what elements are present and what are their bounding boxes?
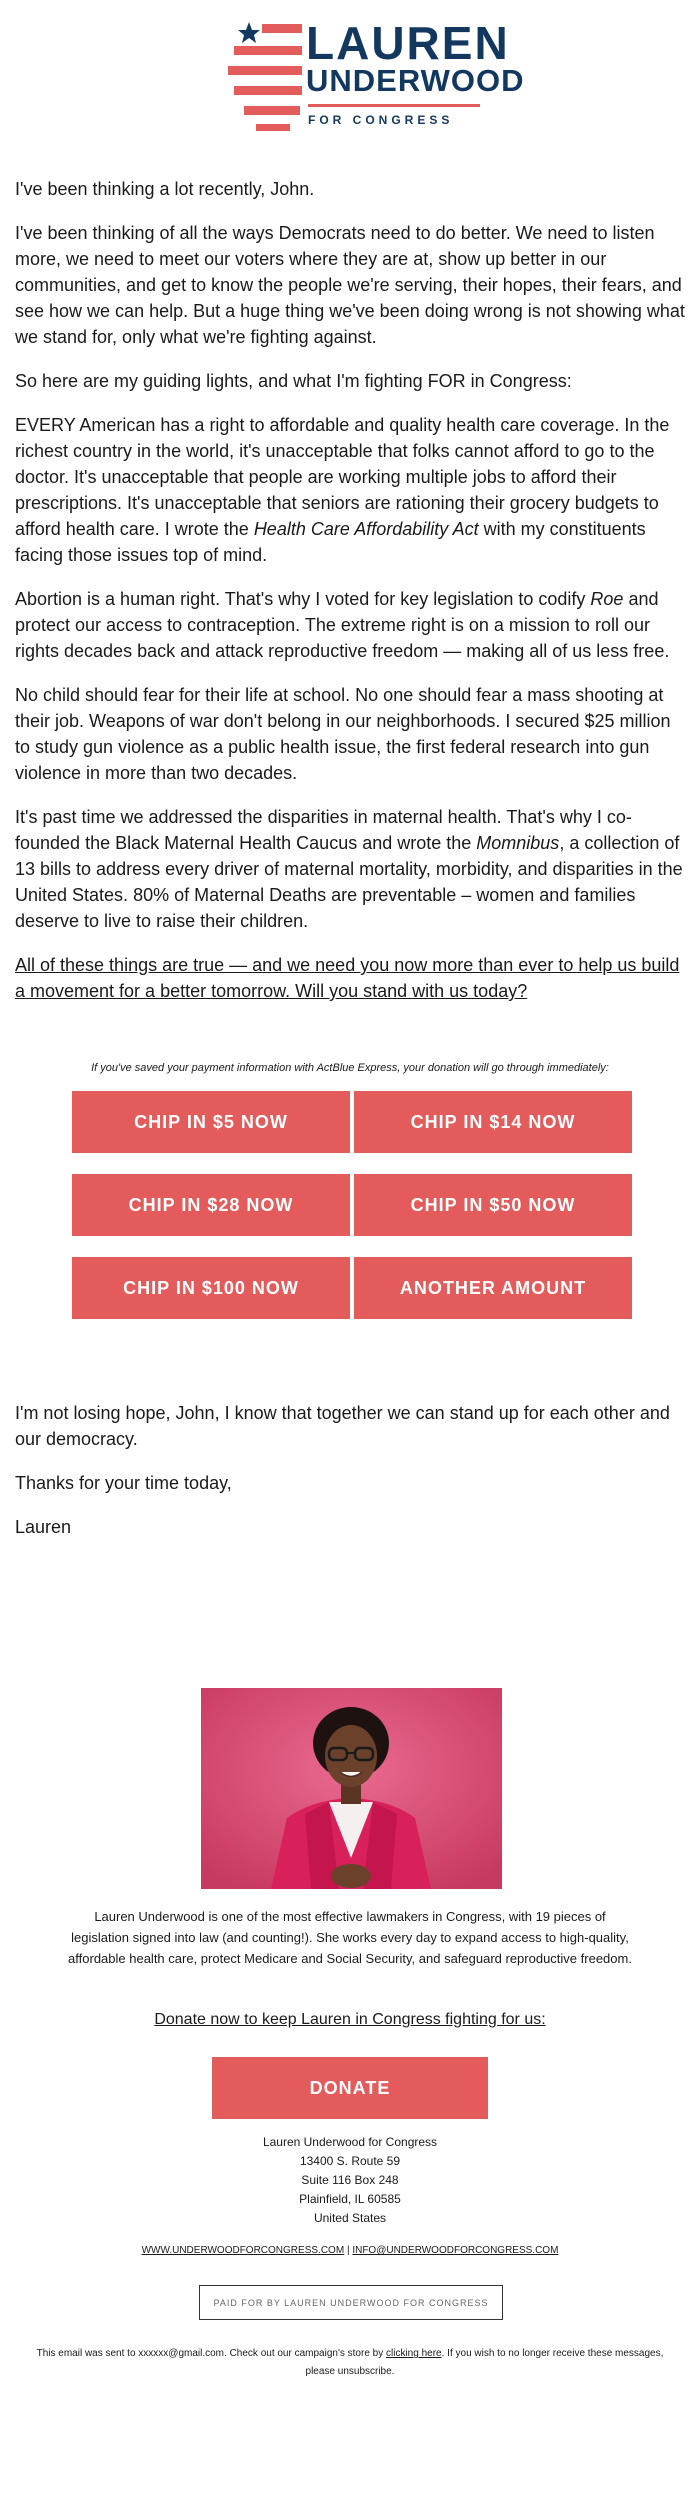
gun-violence-paragraph: No child should fear for their life at school. No one should fear a mass shooting at their job. Weapons of war don't belong in our neighborhoods. I secured $25 million to study gun violence as a public health issue, the first federal research into gun violence in more than two decades. (15, 685, 671, 783)
contact-links (0, 2245, 700, 2256)
donate-now-link[interactable]: Donate now to keep Lauren in Congress fighting for us: (154, 2011, 546, 2028)
roe-title: Roe (590, 589, 624, 609)
flag-stripes-icon (228, 20, 304, 135)
footer-note: This email was sent to xxxxxx@gmail.com. Check out our campaign's store by clicking here. If you wish to no longer receive these messages, please unsubscribe. (36, 2348, 664, 2377)
callout-paragraph (15, 952, 685, 1004)
chip-in-100-button[interactable]: CHIP IN $100 NOW (72, 1257, 350, 1319)
address-line-2: 13400 S. Route 59 (299, 2154, 401, 2168)
campaign-logo (228, 17, 525, 135)
link-separator: | (346, 2245, 350, 2256)
democrats-paragraph: I've been thinking of all the ways Democrats need to do better. We need to listen more, we need to meet our voters where they are at, show up better in our communities, and get to know the people we're serving, their hopes, their fears, and see how we can help. But a huge thing we've been doing wrong is not showing what we stand for, only what we're fighting against. (15, 223, 685, 347)
chip-in-5-button[interactable]: CHIP IN $5 NOW (72, 1091, 350, 1153)
address-line-3: Suite 116 Box 248 (301, 2173, 399, 2187)
momnibus-title: Momnibus (476, 833, 560, 853)
maternal-health-paragraph: It's past time we addressed the disparities in maternal health. That's why I co-founded the Black Maternal Health Caucus and wrote the Momnibus, a collection of 13 bills to address every driver of maternal mortality, morbidity, and disparities in the United States. 80% of Maternal Deaths are preventable – women and families deserve to live to raise their children. (15, 807, 683, 931)
candidate-bio: Lauren Underwood is one of the most effective lawmakers in Congress, with 19 pieces of legislation signed into law (and counting!). She works every day to expand access to high-quality, affordable health care, protect Medicare and Social Security, and safeguard reproductive freedom. (68, 1909, 632, 1966)
address-line-1: Lauren Underwood for Congress (262, 2135, 438, 2149)
logo-first-name: LAUREN (306, 17, 510, 69)
thanks-paragraph: Thanks for your time today, (15, 1473, 232, 1493)
website-link[interactable]: WWW.UNDERWOODFORCONGRESS.COM (141, 2245, 345, 2256)
email-link[interactable]: INFO@UNDERWOODFORCONGRESS.COM (352, 2245, 559, 2256)
logo-tagline: FOR CONGRESS (308, 113, 454, 127)
greeting-paragraph: I've been thinking a lot recently, John. (15, 179, 315, 199)
health-care-paragraph: EVERY American has a right to affordable and quality health care coverage. In the richest country in the world, it's unacceptable that folks cannot afford to go to the doctor. It's unacceptable that people are working multiple jobs to afford their prescriptions. It's unacceptable that seniors are rationing their grocery budgets to afford health care. I wrote the Health Care Affordability Act with my constituents facing those issues top of mind. (15, 415, 670, 565)
chip-in-14-button[interactable]: CHIP IN $14 NOW (354, 1091, 632, 1153)
email-body (15, 176, 685, 1022)
health-care-act-title: Health Care Affordability Act (253, 519, 479, 539)
chip-in-28-button[interactable]: CHIP IN $28 NOW (72, 1174, 350, 1236)
email-closing (15, 1400, 685, 1558)
donate-button[interactable]: DONATE (212, 2057, 488, 2119)
chip-in-50-button[interactable]: CHIP IN $50 NOW (354, 1174, 632, 1236)
address-line-4: Plainfield, IL 60585 (299, 2192, 401, 2206)
guiding-lights-paragraph: So here are my guiding lights, and what I'm fighting FOR in Congress: (15, 371, 572, 391)
another-amount-button[interactable]: ANOTHER AMOUNT (354, 1257, 632, 1319)
candidate-portrait-image (201, 1688, 502, 1889)
logo-last-name: UNDERWOOD (306, 63, 525, 98)
paid-for-disclaimer: PAID FOR BY LAUREN UNDERWOOD FOR CONGRESS (199, 2285, 503, 2320)
signature: Lauren (15, 1517, 72, 1537)
mailing-address (0, 2133, 700, 2228)
actblue-express-note: If you've saved your payment information with ActBlue Express, your donation will go through immediately: (91, 1062, 609, 1074)
abortion-paragraph: Abortion is a human right. That's why I voted for key legislation to codify Roe and protect our access to contraception. The extreme right is on a mission to roll our rights decades back and attack reproductive freedom — making all of us less free. (15, 589, 670, 661)
logo-divider (308, 104, 480, 107)
address-line-5: United States (313, 2211, 387, 2225)
candidate-photo (201, 1688, 502, 1889)
hope-paragraph: I'm not losing hope, John, I know that together we can stand up for each other and our democracy. (15, 1403, 670, 1449)
store-link[interactable]: clicking here (386, 2348, 442, 2359)
callout-link[interactable]: All of these things are true — and we need you now more than ever to help us build a movement for a better tomorrow. Will you stand with us today? (15, 955, 680, 1001)
